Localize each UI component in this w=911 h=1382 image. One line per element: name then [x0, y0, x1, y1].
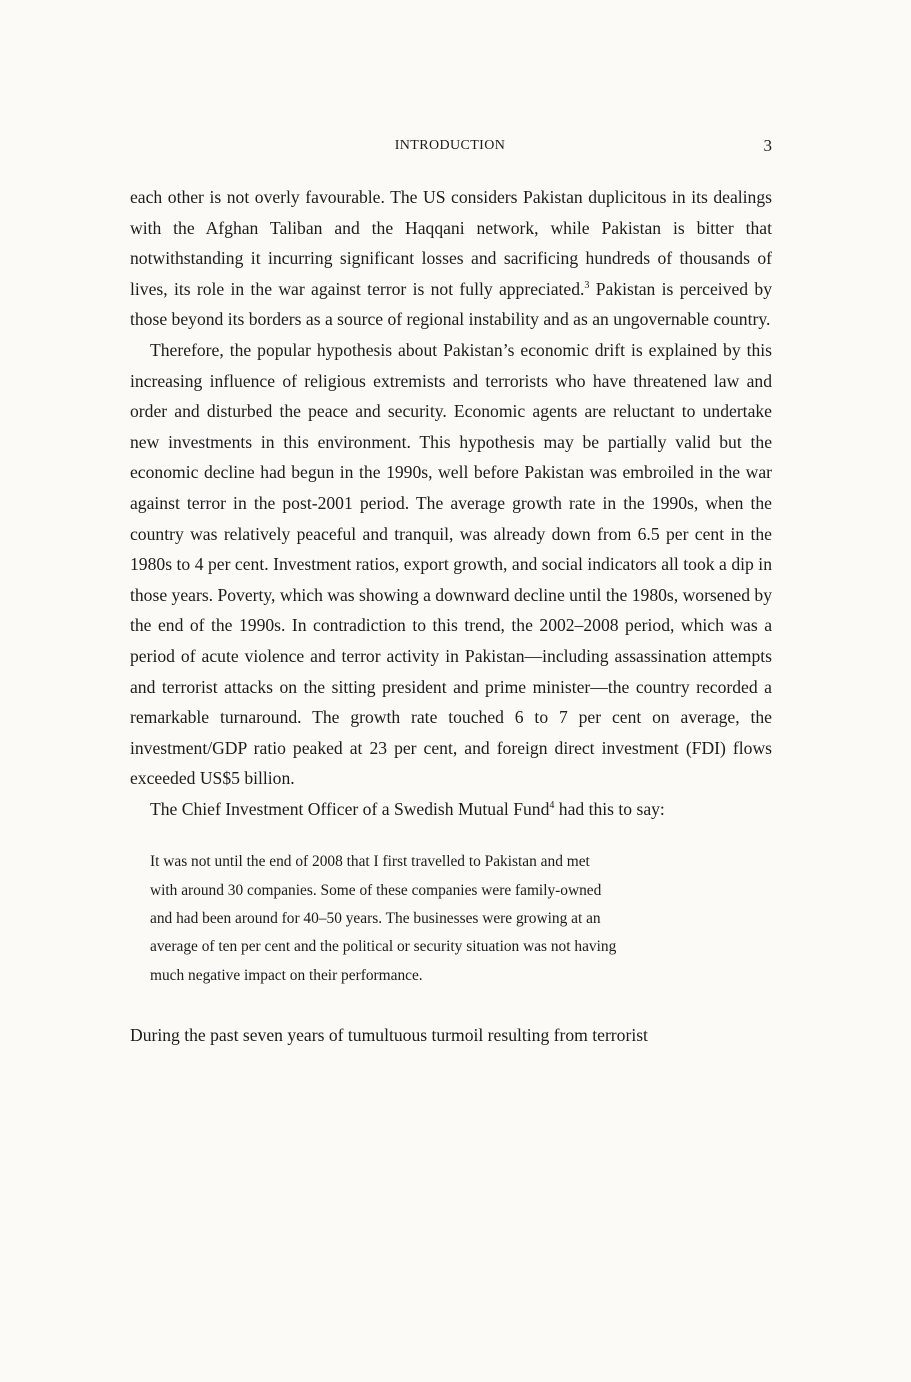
footnote-marker-3: 3	[584, 279, 590, 291]
paragraph-3-text-a: The Chief Investment Officer of a Swedish Mutual Fund	[150, 798, 550, 819]
quote-line-2: with around 30 companies. Some of these companies were family-owned	[150, 881, 602, 899]
paragraph-3	[130, 794, 772, 825]
paragraph-1-text-b: Pakistan is perceived by those beyond its borders as a source of regional instability and as an ungovernable country.	[130, 278, 772, 330]
quote-line-5: much negative impact on their performance.	[150, 966, 423, 984]
running-title: INTRODUCTION	[394, 138, 506, 153]
footnote-marker-4: 4	[549, 799, 555, 811]
page-number: 3	[763, 136, 772, 155]
paragraph-1-text-a: each other is not overly favourable. The US considers Pakistan duplicitous in its dealings with the Afghan Taliban and the Haqqani network, while Pakistan is bitter that notwithstanding it incurring significant losses and sacrificing hundreds of thousands of lives, its role in the war against terror is not fully appreciated.	[130, 187, 772, 299]
paragraph-3-text-b: had this to say:	[554, 798, 665, 819]
paragraph-1	[130, 182, 772, 335]
running-head	[130, 134, 770, 158]
quote-line-1: It was not until the end of 2008 that I first travelled to Pakistan and met	[150, 853, 590, 871]
quote-line-3: and had been around for 40–50 years. The businesses were growing at an	[150, 910, 601, 928]
paragraph-2: Therefore, the popular hypothesis about Pakistan’s economic drift is explained by this increasing influence of religious extremists and terrorists who have threatened law and order and disturbed the peace and security. Economic agents are reluctant to undertake new investments in this environment. This hypothesis may be partially valid but the economic decline had begun in the 1990s, well before Pakistan was embroiled in the war against terror in the post-2001 period. The average growth rate in the 1990s, when the country was relatively peaceful and tranquil, was already down from 6.5 per cent in the 1980s to 4 per cent. Investment ratios, export growth, and social indicators all took a dip in those years. Poverty, which was showing a downward decline until the 1980s, worsened by the end of the 1990s. In contradiction to this trend, the 2002–2008 period, which was a period of acute violence and terror activity in Pakistan—including assassination attempts and terrorist attacks on the sitting president and prime minister—the country recorded a remarkable turnaround. The growth rate touched 6 to 7 per cent on average, the investment/GDP ratio peaked at 23 per cent, and foreign direct investment (FDI) flows exceeded US$5 billion.	[130, 339, 772, 789]
body-text	[130, 182, 772, 1051]
paragraph-4: During the past seven years of tumultuous turmoil resulting from terrorist	[130, 1024, 648, 1045]
block-quote	[150, 848, 750, 989]
quote-line-4: average of ten per cent and the political or security situation was not having	[150, 938, 617, 956]
